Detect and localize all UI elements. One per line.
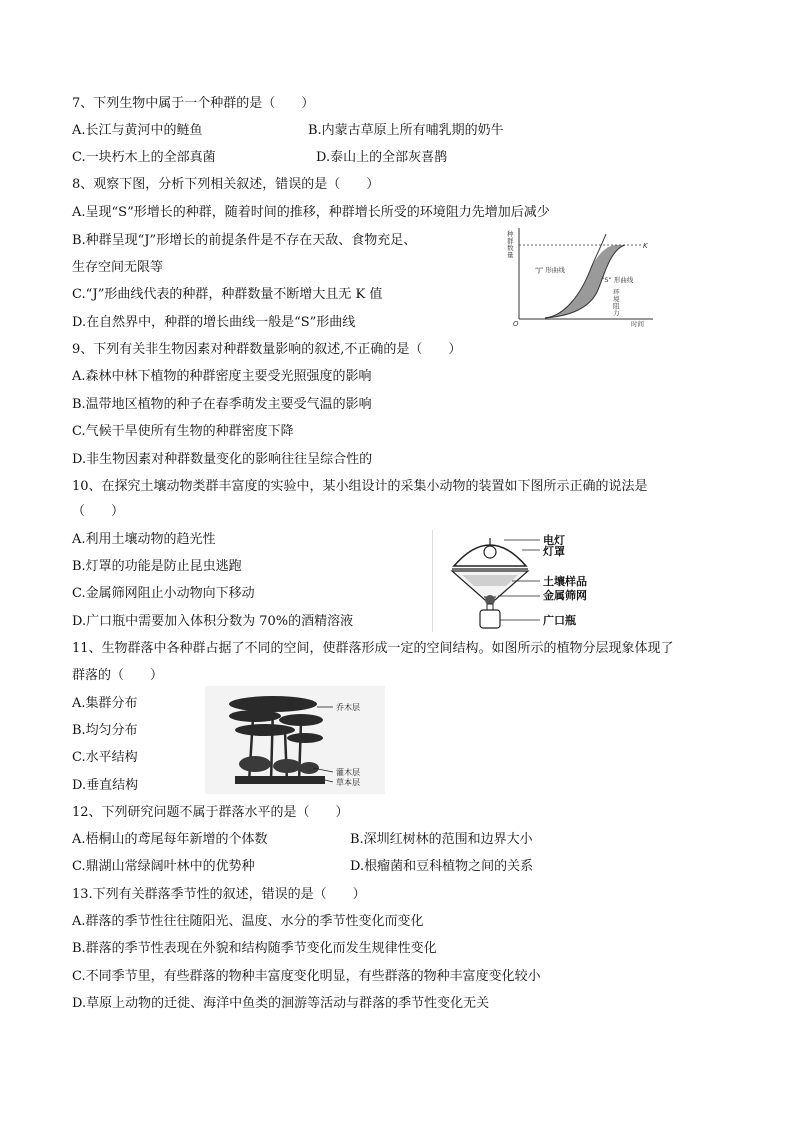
q11-option-b: B.均匀分布 (72, 723, 138, 738)
q8-option-b-line1: B.种群呈现“J”形增长的前提条件是不存在天敌、食物充足、 (72, 233, 417, 248)
q7-option-d: D.泰山上的全部灰喜鹊 (316, 150, 448, 165)
q10-stem-line2: （ ） (72, 504, 125, 519)
population-growth-figure (505, 222, 665, 327)
tree-layer-label: 乔木层 (336, 703, 360, 712)
q12-stem: 12、下列研究问题不属于群落水平的是（ ） (72, 805, 349, 820)
lamp-bulb (484, 546, 496, 558)
y-axis-label-4: 量 (507, 251, 514, 259)
q11-stem-line2: 群落的（ ） (72, 668, 164, 683)
q10-option-a: A.利用土壤动物的趋光性 (72, 532, 216, 547)
q9-option-b: B.温带地区植物的种子在春季萌发主要受气温的影响 (72, 397, 372, 412)
q9-option-a: A.森林中林下植物的种群密度主要受光照强度的影响 (72, 369, 372, 384)
y-axis-label-1: 种 (507, 230, 514, 238)
soil-animal-collector-figure (432, 530, 597, 632)
q13-stem: 13.下列有关群落季节性的叙述，错误的是（ ） (72, 887, 366, 902)
resistance-label-4: 力 (613, 309, 620, 317)
resistance-label: 环 (613, 288, 620, 296)
q8-option-b-line2: 生存空间无限等 (72, 260, 164, 275)
q7-stem: 7、下列生物中属于一个种群的是（ ） (72, 96, 315, 111)
bottle-label: 广口瓶 (543, 614, 576, 627)
q12-option-d: D.根瘤菌和豆科植物之间的关系 (350, 859, 534, 874)
q9-stem: 9、下列有关非生物因素对种群数量影响的叙述,不正确的是（ ） (72, 342, 462, 357)
shade-label: 灯罩 (543, 545, 565, 558)
j-curve-label: “J” 形曲线 (535, 266, 565, 274)
mesh-label: 金属筛网 (543, 589, 587, 602)
q12-option-c: C.鼎湖山常绿阔叶林中的优势种 (72, 859, 255, 874)
x-axis-label: 时间 (631, 320, 644, 327)
q13-option-c: C.不同季节里，有些群落的物种丰富度变化明显，有些群落的物种丰富度变化较小 (72, 969, 541, 984)
q8-option-c: C.“J”形曲线代表的种群，种群数量不断增大且无 K 值 (72, 287, 383, 302)
q10-option-d: D.广口瓶中需要加入体积分数为 70%的酒精溶液 (72, 614, 354, 629)
origin-label: O (513, 320, 519, 327)
q10-stem-line1: 10、在探究土壤动物类群丰富度的实验中，某小组设计的采集小动物的装置如下图所示正确的说法是 (72, 479, 648, 494)
herb-layer-label: 草本层 (336, 778, 360, 787)
q12-option-b: B.深圳红树林的范围和边界大小 (350, 832, 533, 847)
q11-stem-line1: 11、生物群落中各种群占据了不同的空间，使群落形成一定的空间结构。如图所示的植物分层现象体现了 (72, 641, 674, 656)
q7-option-c: C.一块朽木上的全部真菌 (72, 150, 216, 165)
wide-mouth-bottle (480, 610, 500, 628)
q11-option-d: D.垂直结构 (72, 778, 139, 793)
q9-option-d: D.非生物因素对种群数量变化的影响往往呈综合性的 (72, 452, 373, 467)
soil-label: 土壤样品 (543, 575, 587, 588)
q9-option-c: C.气候干旱使所有生物的种群密度下降 (72, 424, 294, 439)
q10-option-b: B.灯罩的功能是防止昆虫逃跑 (72, 559, 242, 574)
q13-option-b: B.群落的季节性表现在外貌和结构随季节变化而发生规律性变化 (72, 941, 437, 956)
resistance-label-3: 阻 (613, 302, 620, 310)
s-curve-label: “S” 形曲线 (601, 276, 634, 284)
resistance-label-2: 境 (613, 295, 620, 303)
y-axis-label-2: 群 (507, 237, 514, 245)
q8-option-a: A.呈现“S”形增长的种群，随着时间的推移，种群增长所受的环境阻力先增加后减少 (72, 205, 550, 220)
q8-stem: 8、观察下图，分析下列相关叙述，错误的是（ ） (72, 177, 380, 192)
q7-option-a: A.长江与黄河中的鲢鱼 (72, 123, 203, 138)
q13-option-a: A.群落的季节性往往随阳光、温度、水分的季节性变化而变化 (72, 914, 424, 929)
plant-stratification-figure (205, 686, 385, 794)
q11-option-c: C.水平结构 (72, 750, 138, 765)
y-axis-label-3: 数 (507, 244, 514, 252)
k-label: K (643, 242, 648, 250)
q8-option-d: D.在自然界中，种群的增长曲线一般是“S”形曲线 (72, 315, 356, 330)
q10-option-c: C.金属筛网阻止小动物向下移动 (72, 586, 255, 601)
q13-option-d: D.草原上动物的迁徙、海洋中鱼类的洄游等活动与群落的季节性变化无关 (72, 996, 490, 1011)
q12-option-a: A.梧桐山的鸢尾每年新增的个体数 (72, 832, 268, 847)
q7-option-b: B.内蒙古草原上所有哺乳期的奶牛 (308, 123, 504, 138)
shrub-layer-label: 灌木层 (336, 768, 360, 777)
q11-option-a: A.集群分布 (72, 696, 138, 711)
lamp-label: 电灯 (543, 534, 565, 547)
herb-layer (235, 776, 325, 784)
